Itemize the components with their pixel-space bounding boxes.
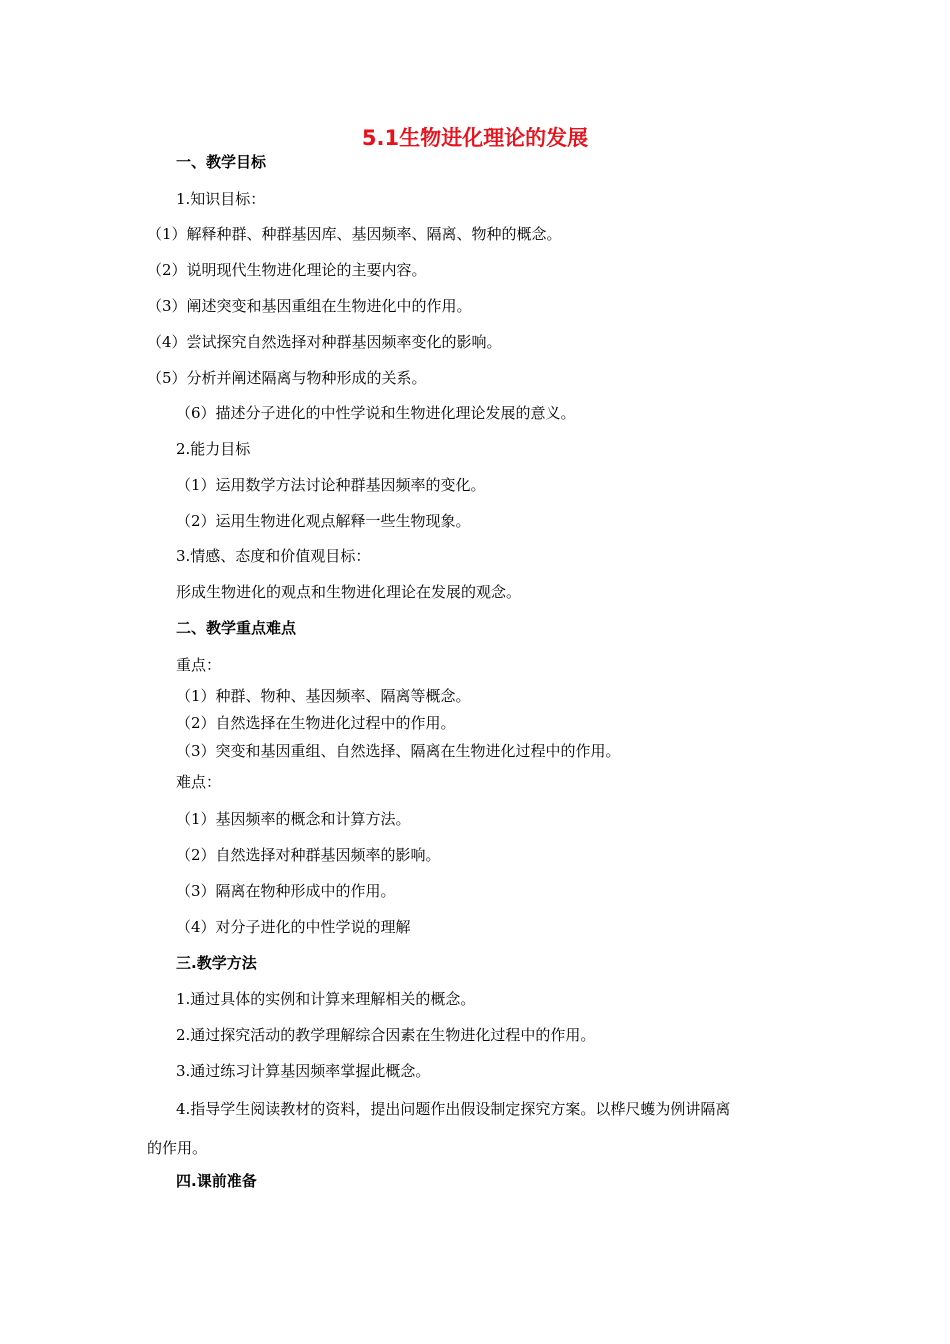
difficulties-title: 难点： — [176, 773, 222, 791]
list-item: （1）运用数学方法讨论种群基因频率的变化。 — [176, 476, 486, 494]
key-points-title: 重点： — [176, 656, 222, 674]
paragraph: 形成生物进化的观点和生物进化理论在发展的观念。 — [176, 583, 522, 601]
list-item: （3）突变和基因重组、自然选择、隔离在生物进化过程中的作用。 — [176, 742, 621, 760]
list-item: 3.通过练习计算基因频率掌握此概念。 — [176, 1062, 431, 1080]
list-item: （1）种群、物种、基因频率、隔离等概念。 — [176, 687, 471, 705]
section-heading-methods: 三.教学方法 — [176, 954, 257, 972]
knowledge-objectives-title: 1.知识目标： — [176, 190, 266, 208]
emotion-objectives-title: 3.情感、态度和价值观目标： — [176, 547, 371, 565]
list-item: （3）阐述突变和基因重组在生物进化中的作用。 — [147, 297, 472, 315]
list-item: （6）描述分子进化的中性学说和生物进化理论发展的意义。 — [176, 404, 576, 422]
document-title: 5.1生物进化理论的发展 — [361, 126, 589, 150]
section-heading-preparation: 四.课前准备 — [176, 1172, 257, 1190]
section-heading-key-points: 二、教学重点难点 — [176, 619, 297, 637]
ability-objectives-title: 2.能力目标 — [176, 440, 251, 458]
section-heading-objectives: 一、教学目标 — [176, 153, 267, 171]
list-item: （2）自然选择在生物进化过程中的作用。 — [176, 714, 456, 732]
list-item: （2）自然选择对种群基因频率的影响。 — [176, 846, 441, 864]
list-item: （1）基因频率的概念和计算方法。 — [176, 810, 411, 828]
list-item: （5）分析并阐述隔离与物种形成的关系。 — [147, 369, 427, 387]
list-item: 2.通过探究活动的教学理解综合因素在生物进化过程中的作用。 — [176, 1026, 596, 1044]
list-item: 4.指导学生阅读教材的资料，提出问题作出假设制定探究方案。以桦尺蠖为例讲隔离 — [176, 1100, 731, 1118]
list-item: （2）运用生物进化观点解释一些生物现象。 — [176, 512, 471, 530]
list-item: （2）说明现代生物进化理论的主要内容。 — [147, 261, 427, 279]
list-item: （4）对分子进化的中性学说的理解 — [176, 918, 411, 936]
list-item: 1.通过具体的实例和计算来理解相关的概念。 — [176, 990, 476, 1008]
list-item: （4）尝试探究自然选择对种群基因频率变化的影响。 — [147, 333, 502, 351]
list-item-continuation: 的作用。 — [147, 1139, 208, 1157]
list-item: （1）解释种群、种群基因库、基因频率、隔离、物种的概念。 — [147, 225, 562, 243]
list-item: （3）隔离在物种形成中的作用。 — [176, 882, 396, 900]
